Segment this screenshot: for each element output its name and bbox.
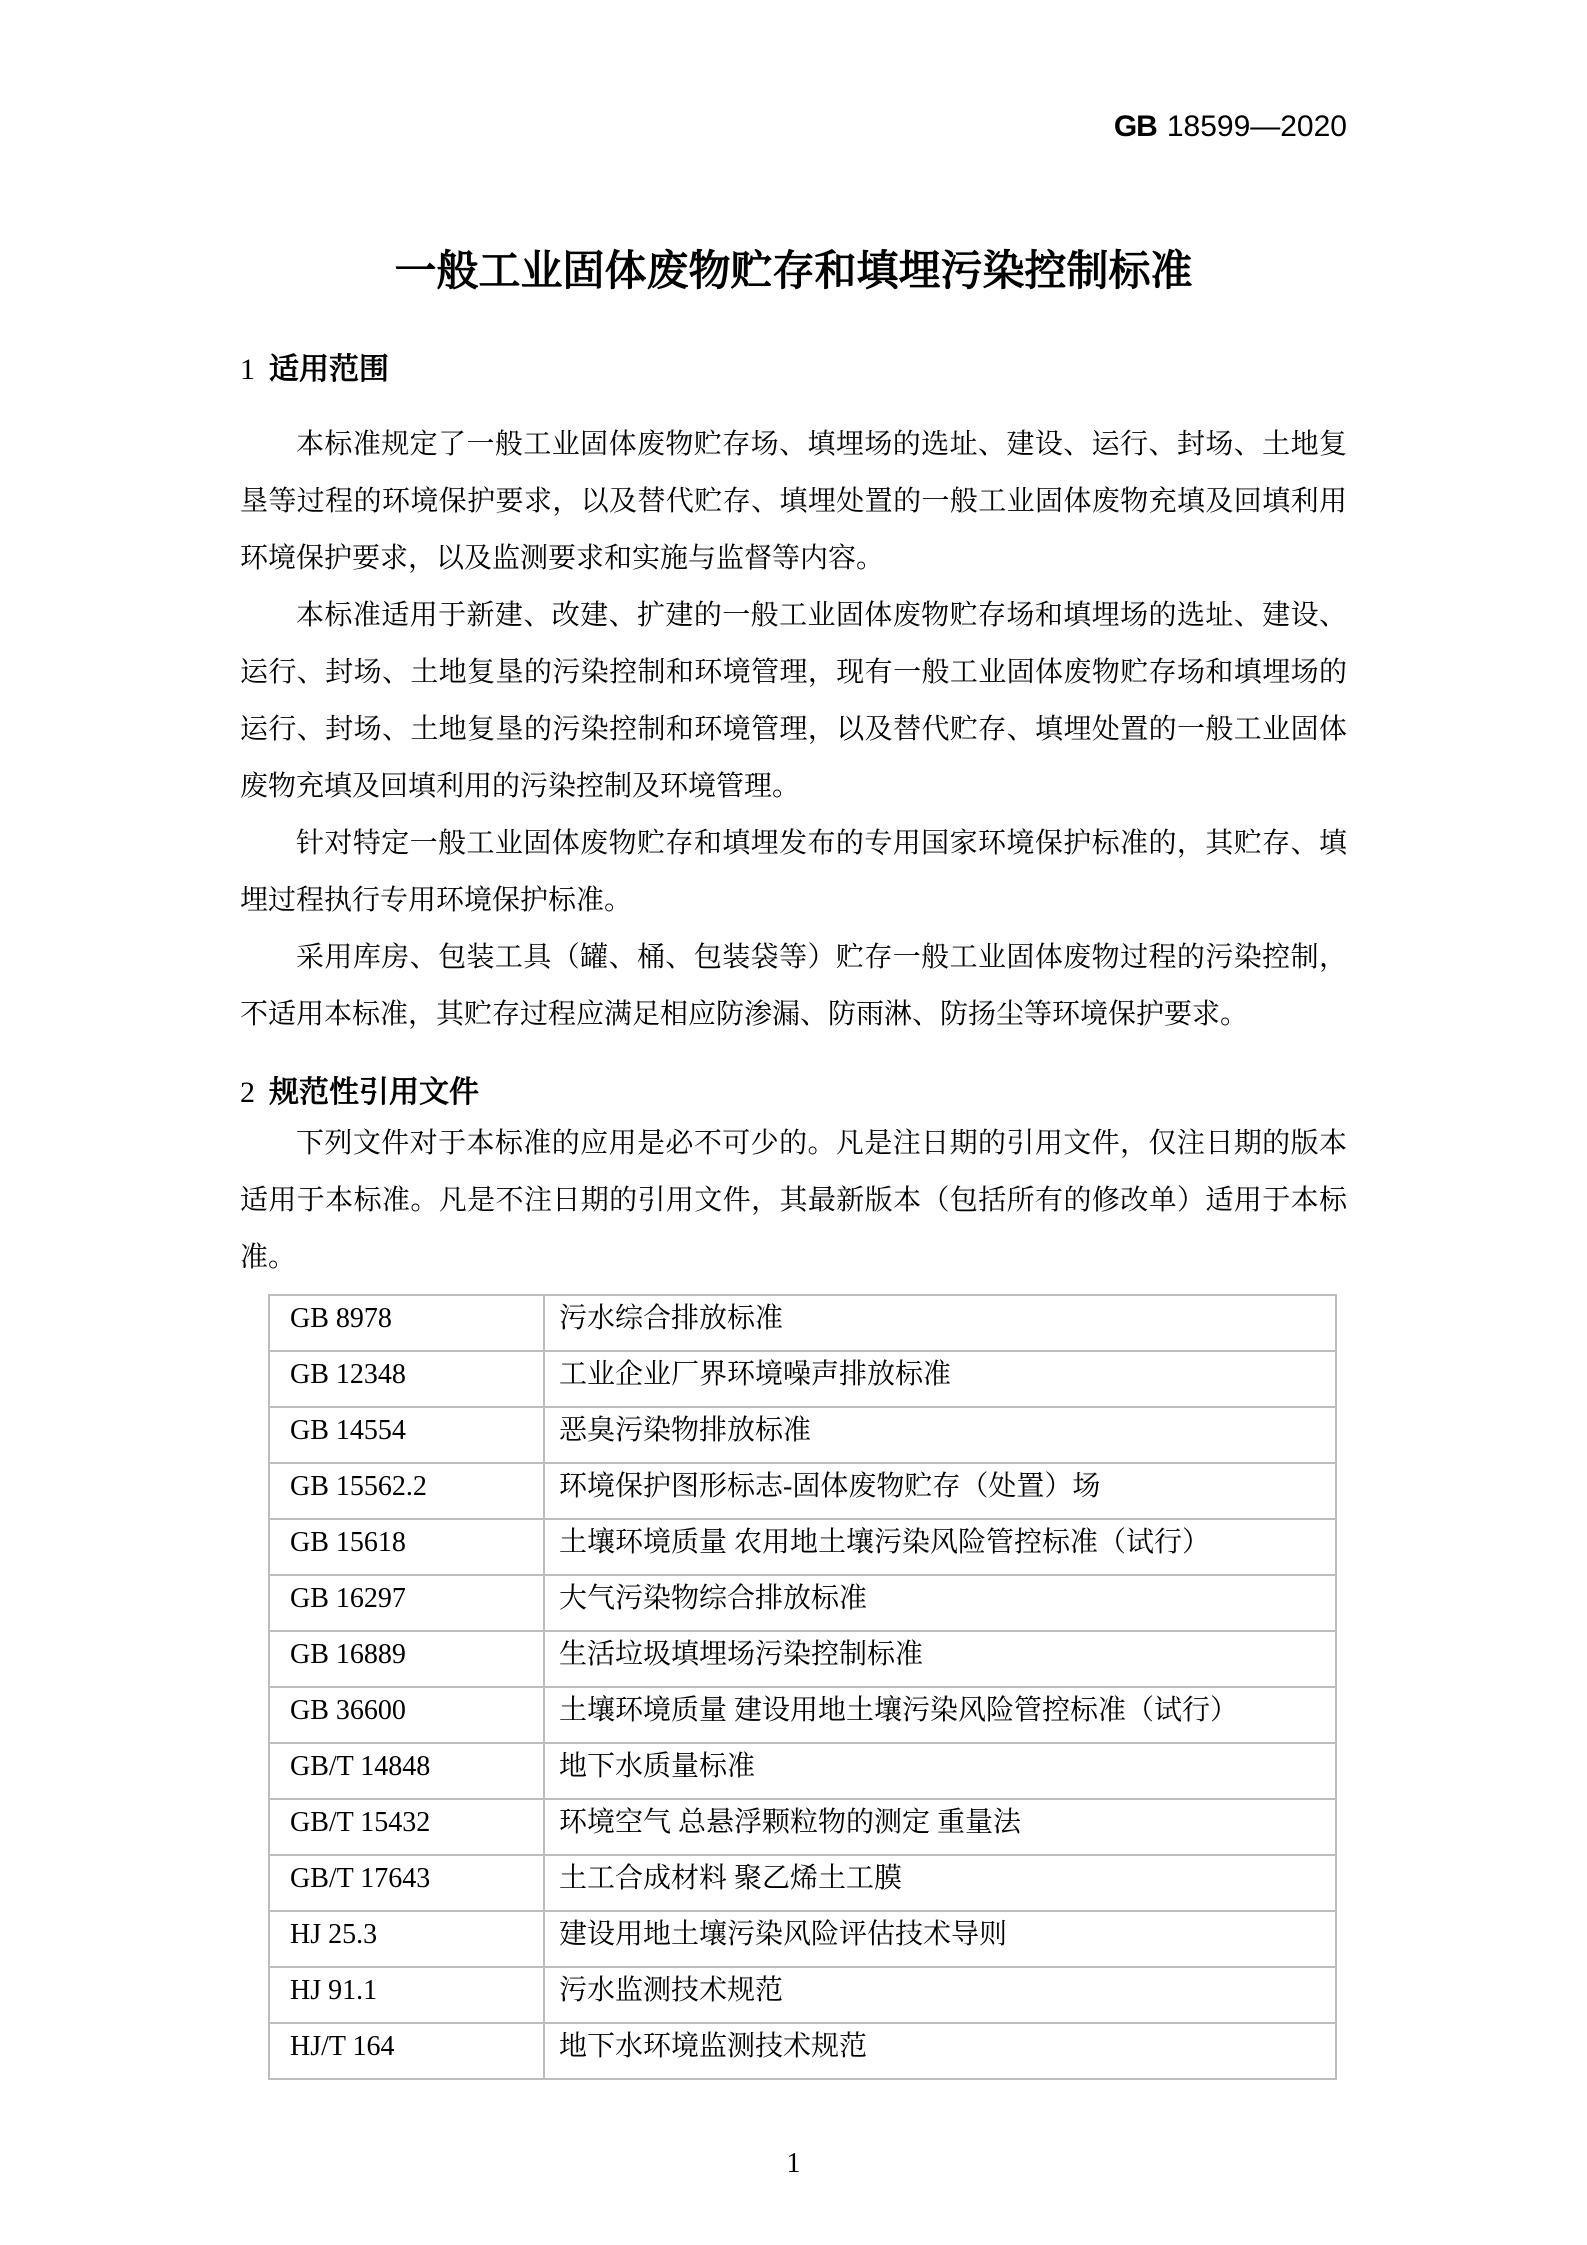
ref-code-cell: GB 15562.2: [269, 1463, 544, 1519]
ref-code-cell: HJ 91.1: [269, 1967, 544, 2023]
ref-title-cell: 地下水环境监测技术规范: [544, 2023, 1336, 2079]
table-row: [269, 1967, 1336, 2023]
paragraph-scope-4: 采用库房、包装工具（罐、桶、包装袋等）贮存一般工业固体废物过程的污染控制，不适用本标准，其贮存过程应满足相应防渗漏、防雨淋、防扬尘等环境保护要求。: [240, 942, 1347, 1030]
ref-title-cell: 污水综合排放标准: [544, 1295, 1336, 1351]
table-row: [269, 1575, 1336, 1631]
doc-number: 18599—2020: [1166, 110, 1347, 143]
ref-title-cell: 土壤环境质量 建设用地土壤污染风险管控标准（试行）: [544, 1687, 1336, 1743]
doc-number-prefix: GB: [1113, 110, 1157, 143]
table-row: [269, 2023, 1336, 2079]
table-row: [269, 1911, 1336, 1967]
ref-title-cell: 工业企业厂界环境噪声排放标准: [544, 1351, 1336, 1407]
table-row: [269, 1519, 1336, 1575]
ref-title-cell: 土壤环境质量 农用地土壤污染风险管控标准（试行）: [544, 1519, 1336, 1575]
ref-code-cell: HJ 25.3: [269, 1911, 544, 1967]
ref-title-cell: 土工合成材料 聚乙烯土工膜: [544, 1855, 1336, 1911]
page-title: 一般工业固体废物贮存和填埋污染控制标准: [394, 247, 1193, 294]
doc-header: [1114, 110, 1347, 144]
paragraph-scope-3: 针对特定一般工业固体废物贮存和填埋发布的专用国家环境保护标准的，其贮存、填埋过程执行专用环境保护标准。: [240, 828, 1347, 916]
ref-code-cell: GB 8978: [269, 1295, 544, 1351]
table-row: [269, 1463, 1336, 1519]
ref-title-cell: 恶臭污染物排放标准: [544, 1407, 1336, 1463]
ref-title-cell: 环境保护图形标志-固体废物贮存（处置）场: [544, 1463, 1336, 1519]
table-row: [269, 1687, 1336, 1743]
section-2-heading: [240, 1075, 1347, 1111]
table-row: [269, 1407, 1336, 1463]
table-row: [269, 1799, 1336, 1855]
ref-title-cell: 建设用地土壤污染风险评估技术导则: [544, 1911, 1336, 1967]
ref-title-cell: 污水监测技术规范: [544, 1967, 1336, 2023]
page-number: 1: [786, 2148, 801, 2179]
table-row: [269, 1855, 1336, 1911]
ref-title-cell: 环境空气 总悬浮颗粒物的测定 重量法: [544, 1799, 1336, 1855]
ref-code-cell: GB 14554: [269, 1407, 544, 1463]
ref-code-cell: GB 15618: [269, 1519, 544, 1575]
section-2-title: 规范性引用文件: [269, 1076, 479, 1109]
paragraph-scope-1: 本标准规定了一般工业固体废物贮存场、填埋场的选址、建设、运行、封场、土地复垦等过程的环境保护要求，以及替代贮存、填埋处置的一般工业固体废物充填及回填利用环境保护要求，以及监测要求和实施与监督等内容。: [240, 429, 1347, 574]
table-row: [269, 1351, 1336, 1407]
section-1-heading: [240, 352, 1347, 388]
ref-title-cell: 大气污染物综合排放标准: [544, 1575, 1336, 1631]
paragraph-scope-2: 本标准适用于新建、改建、扩建的一般工业固体废物贮存场和填埋场的选址、建设、运行、封场、土地复垦的污染控制和环境管理，现有一般工业固体废物贮存场和填埋场的运行、封场、土地复垦的污染控制和环境管理，以及替代贮存、填埋处置的一般工业固体废物充填及回填利用的污染控制及环境管理。: [240, 600, 1347, 802]
ref-code-cell: GB 16297: [269, 1575, 544, 1631]
ref-code-cell: GB/T 15432: [269, 1799, 544, 1855]
table-row: [269, 1631, 1336, 1687]
ref-code-cell: GB/T 14848: [269, 1743, 544, 1799]
ref-code-cell: GB 36600: [269, 1687, 544, 1743]
table-row: [269, 1295, 1336, 1351]
section-1-number: 1: [240, 353, 255, 386]
ref-title-cell: 生活垃圾填埋场污染控制标准: [544, 1631, 1336, 1687]
section-1-title: 适用范围: [269, 353, 389, 386]
section-2-number: 2: [240, 1076, 255, 1109]
ref-code-cell: GB 12348: [269, 1351, 544, 1407]
ref-code-cell: GB/T 17643: [269, 1855, 544, 1911]
ref-code-cell: GB 16889: [269, 1631, 544, 1687]
ref-title-cell: 地下水质量标准: [544, 1743, 1336, 1799]
table-row: [269, 1743, 1336, 1799]
references-table: [268, 1294, 1337, 2080]
ref-code-cell: HJ/T 164: [269, 2023, 544, 2079]
paragraph-references-intro: 下列文件对于本标准的应用是必不可少的。凡是注日期的引用文件，仅注日期的版本适用于本标准。凡是不注日期的引用文件，其最新版本（包括所有的修改单）适用于本标准。: [240, 1128, 1347, 1273]
